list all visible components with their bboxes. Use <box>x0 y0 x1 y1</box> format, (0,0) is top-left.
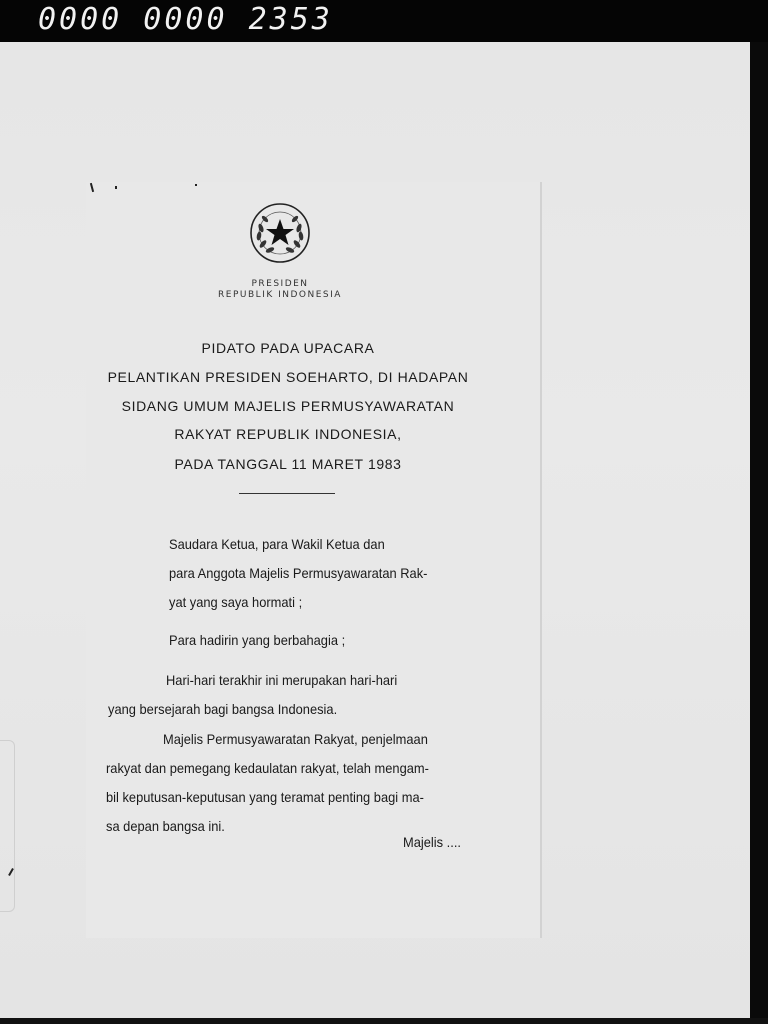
body-line: Majelis Permusyawaratan Rakyat, penjelmaan <box>163 731 428 747</box>
speech-title-line: PIDATO PADA UPACARA <box>201 340 375 356</box>
speech-title-line: SIDANG UMUM MAJELIS PERMUSYAWARATAN <box>121 398 455 414</box>
body-line: yang bersejarah bagi bangsa Indonesia. <box>108 701 338 717</box>
body-line: Saudara Ketua, para Wakil Ketua dan <box>169 536 385 552</box>
speech-title-line: RAKYAT REPUBLIK INDONESIA, <box>174 426 402 442</box>
letterhead-republik-indonesia: REPUBLIK INDONESIA <box>218 290 342 300</box>
film-right-edge <box>750 42 768 1024</box>
dust-speck <box>115 186 117 189</box>
body-line: rakyat dan pemegang kedaulatan rakyat, telah mengam- <box>106 760 429 776</box>
speech-title-line: PADA TANGGAL 11 MARET 1983 <box>174 456 402 472</box>
body-line: bil keputusan-keputusan yang teramat penting bagi ma- <box>106 789 424 805</box>
dust-speck <box>195 184 197 186</box>
body-line: yat yang saya hormati ; <box>169 594 303 610</box>
body-line: Para hadirin yang berbahagia ; <box>169 632 346 648</box>
film-bottom-edge <box>0 1018 768 1024</box>
scanned-sheet <box>0 42 752 1018</box>
catchword: Majelis .... <box>403 834 461 850</box>
presidential-seal-icon <box>249 202 311 264</box>
title-divider <box>239 493 335 494</box>
body-line: Hari-hari terakhir ini merupakan hari-hari <box>166 672 398 688</box>
film-frame-code: 0000 0000 2353 <box>38 2 333 37</box>
binding-mark <box>0 740 15 912</box>
speech-title-line: PELANTIKAN PRESIDEN SOEHARTO, DI HADAPAN <box>107 369 469 385</box>
film-strip <box>0 0 768 42</box>
body-line: para Anggota Majelis Permusyawaratan Rak- <box>169 565 428 581</box>
body-line: sa depan bangsa ini. <box>106 818 225 834</box>
letterhead-presiden: PRESIDEN <box>251 279 309 289</box>
